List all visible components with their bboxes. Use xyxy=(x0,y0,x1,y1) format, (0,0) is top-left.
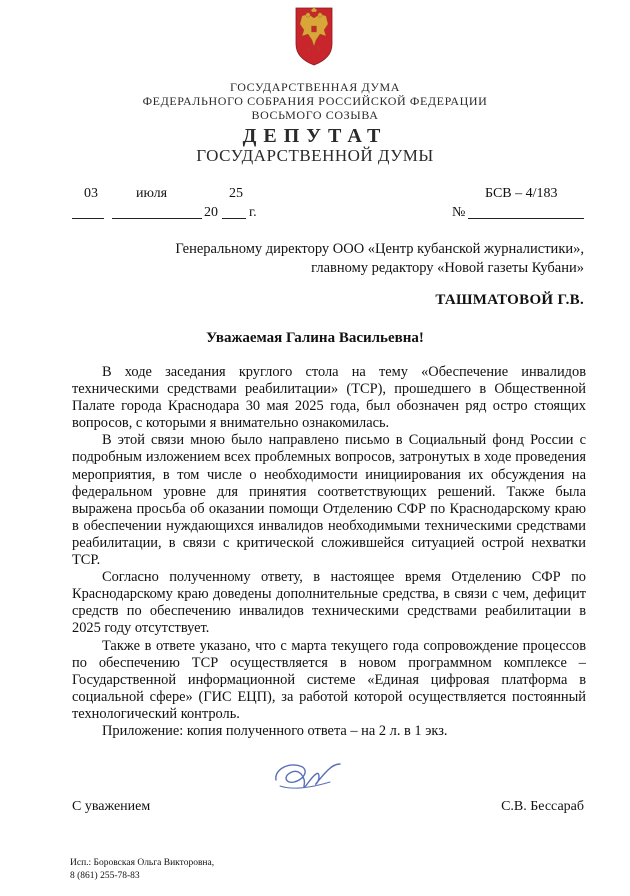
paragraph-4: Также в ответе указано, что с марта текущего года сопровождение процессов по обеспечению ТСР осуществляется в новом программном комплексе – Государственной информационной системе «Единая цифровая платформа в социальной сфере» (ГИС ЕЦП), за работой которой осуществляется постоянный технологический контроль. xyxy=(72,637,586,722)
closing-text: С уважением xyxy=(72,799,151,814)
letterhead-line-2: ФЕДЕРАЛЬНОГО СОБРАНИЯ РОССИЙСКОЙ ФЕДЕРАЦИИ xyxy=(142,94,488,108)
greeting: Уважаемая Галина Васильевна! xyxy=(206,330,424,346)
month-underline xyxy=(112,218,202,219)
paragraph-2: В этой связи мною было направлено письмо в Социальный фонд России с подробным изложением всех проблемных вопросов, затронутых в ходе проведения мероприятия, в том числе о необходимости инициирования их обсуждения на федеральном уровне для принятия соответствующих решений. Также была выражена просьба об оказании помощи Отделению СФР по Краснодарскому краю в обеспечении нуждающихся инвалидов необходимыми техническими средствами реабилитации, в связи с критической сложившейся ситуацией острой нехватки ТСР. xyxy=(72,432,586,569)
reg-month: июля xyxy=(136,186,168,201)
letter-body xyxy=(72,364,586,740)
attachment-note: Приложение: копия полученного ответа – на 2 л. в 1 экз. xyxy=(102,722,448,739)
addressee-block xyxy=(124,240,584,278)
paragraph-3: Согласно полученному ответу, в настоящее время Отделению СФР по Краснодарскому краю доведены дополнительные средства, в связи с чем, дефицит средств по обеспечению инвалидов техническими средствами реабилитации в 2025 году отсутствует. xyxy=(72,569,586,637)
executor-phone: 8 (861) 255-78-83 xyxy=(70,871,140,881)
reg-year-prefix: 20 xyxy=(204,205,218,220)
number-underline xyxy=(468,218,584,219)
day-underline xyxy=(72,218,104,219)
reg-year-suffix: г. xyxy=(249,205,257,220)
paragraph-1: В ходе заседания круглого стола на тему «Обеспечение инвалидов техническими средствами реабилитации» (ТСР), прошедшего в Общественной Палате города Краснодара 30 мая 2025 года, был обозначен ряд остро стоящих вопросов, с которыми я внимательно ознакомилась. xyxy=(72,364,586,432)
executor-info xyxy=(70,857,214,883)
letterhead-line-3: ВОСЬМОГО СОЗЫВА xyxy=(251,108,379,122)
coat-of-arms-emblem xyxy=(294,6,334,66)
addressee-line-2: главному редактору «Новой газеты Кубани» xyxy=(311,260,584,276)
reg-number-sign: № xyxy=(452,205,466,220)
addressee-line-1: Генеральному директору ООО «Центр кубанской журналистики», xyxy=(175,241,584,257)
reg-year: 25 xyxy=(229,186,243,201)
handwritten-signature xyxy=(270,756,344,796)
signer-name: С.В. Бессараб xyxy=(501,799,584,814)
reg-day: 03 xyxy=(84,186,98,201)
letterhead-subtitle: ГОСУДАРСТВЕННОЙ ДУМЫ xyxy=(196,146,434,165)
letterhead-line-1: ГОСУДАРСТВЕННАЯ ДУМА xyxy=(229,80,401,94)
executor-name: Исп.: Боровская Ольга Викторовна, xyxy=(70,858,215,868)
reg-number: БСВ – 4/183 xyxy=(485,186,558,201)
year-underline xyxy=(222,218,246,219)
letterhead-title: ДЕПУТАТ xyxy=(242,125,388,147)
recipient-name: ТАШМАТОВОЙ Г.В. xyxy=(435,292,584,308)
